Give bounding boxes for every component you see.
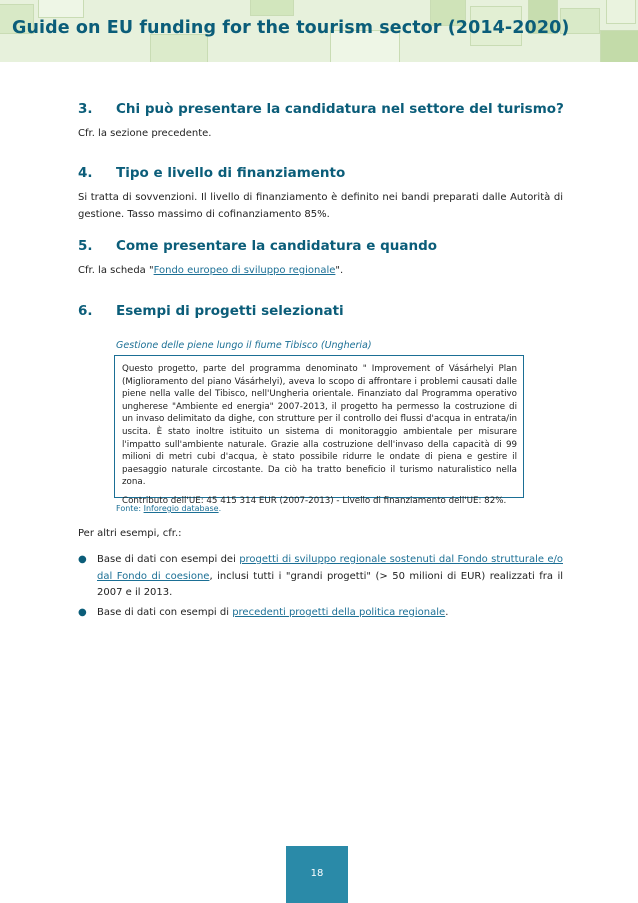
page-header-title: Guide on EU funding for the tourism sector (2014-2020) [12, 18, 570, 38]
text: , inclusi tutti i "grandi progetti" (> 50 milioni di EUR) realizzati fra il 2007 e il 2013. [97, 570, 564, 598]
example-source [116, 504, 221, 513]
text: . [445, 607, 449, 618]
list-item [78, 552, 563, 602]
source-end: . [218, 504, 222, 513]
page-number: 18 [310, 868, 324, 879]
section-title: Chi può presentare la candidatura nel settore del turismo? [116, 101, 564, 117]
projects-database-link[interactable]: progetti di sviluppo regionale sostenuti dal Fondo strutturale e/o dal Fondo di coesione [97, 554, 563, 582]
example-description: Questo progetto, parte del programma denominato " Improvement of Vásárhelyi Plan (Miglioramento del piano Vásárhelyi), aveva lo scopo di affrontare i problemi causati dalle piene nella valle del Tibisco, nell'Ungheria orientale. Finanziato dal Programma operativo ungherese "Ambiente ed energia" 2007-2013, il progetto ha permesso la costruzione di un invaso delimitato da dighe, con strutture per il controllo dei flussi d'acqua in entrata/in uscita. È stato inoltre istituito un sistema di monitoraggio ambientale per misurare l'impatto sull'ambiente naturale. Grazie alla costruzione dell'invaso della capacità di 99 milioni di metri cubi d'acqua, è stato possibile ridurre le ondate di piena e gestire il paesaggio naturale circostante. Da ciò ha tratto beneficio il turismo naturalistico nella zona. [122, 364, 517, 488]
example-title: Gestione delle piene lungo il fiume Tibisco (Ungheria) [116, 340, 372, 351]
section-3-text: Cfr. la sezione precedente. [78, 128, 212, 139]
header-banner [0, 0, 638, 62]
bullet-icon: ● [78, 554, 87, 565]
section-number: 6. [78, 303, 93, 319]
text: Base di dati con esempi dei [97, 554, 240, 565]
inforegio-link[interactable]: Inforegio database [143, 504, 219, 513]
section-title: Come presentare la candidatura e quando [116, 238, 438, 254]
section-5-text [78, 263, 563, 280]
source-label: Fonte: [116, 504, 144, 513]
text: Cfr. la scheda " [78, 265, 154, 276]
fesr-link[interactable]: Fondo europeo di sviluppo regionale [153, 265, 336, 276]
section-number: 3. [78, 101, 93, 117]
list-item [78, 605, 563, 622]
text: ". [335, 265, 344, 276]
section-4-text: Si tratta di sovvenzioni. Il livello di finanziamento è definito nei bandi preparati dalle Autorità di gestione. Tasso massimo di cofinanziamento 85%. [78, 192, 563, 220]
page-number-box [286, 846, 348, 903]
section-number: 4. [78, 165, 93, 181]
example-box [114, 355, 524, 506]
section-title: Tipo e livello di finanziamento [116, 165, 346, 181]
regional-policy-link[interactable]: precedenti progetti della politica regionale [232, 607, 446, 618]
section-title: Esempi di progetti selezionati [116, 303, 344, 319]
text: Base di dati con esempi di [97, 607, 233, 618]
example-contribution: Contributo dell'UE: 45 415 314 EUR (2007-2013) - Livello di finanziamento dell'UE: 82%. [122, 495, 507, 506]
bullet-icon: ● [78, 607, 87, 618]
more-examples-intro: Per altri esempi, cfr.: [78, 528, 182, 539]
section-number: 5. [78, 238, 93, 254]
